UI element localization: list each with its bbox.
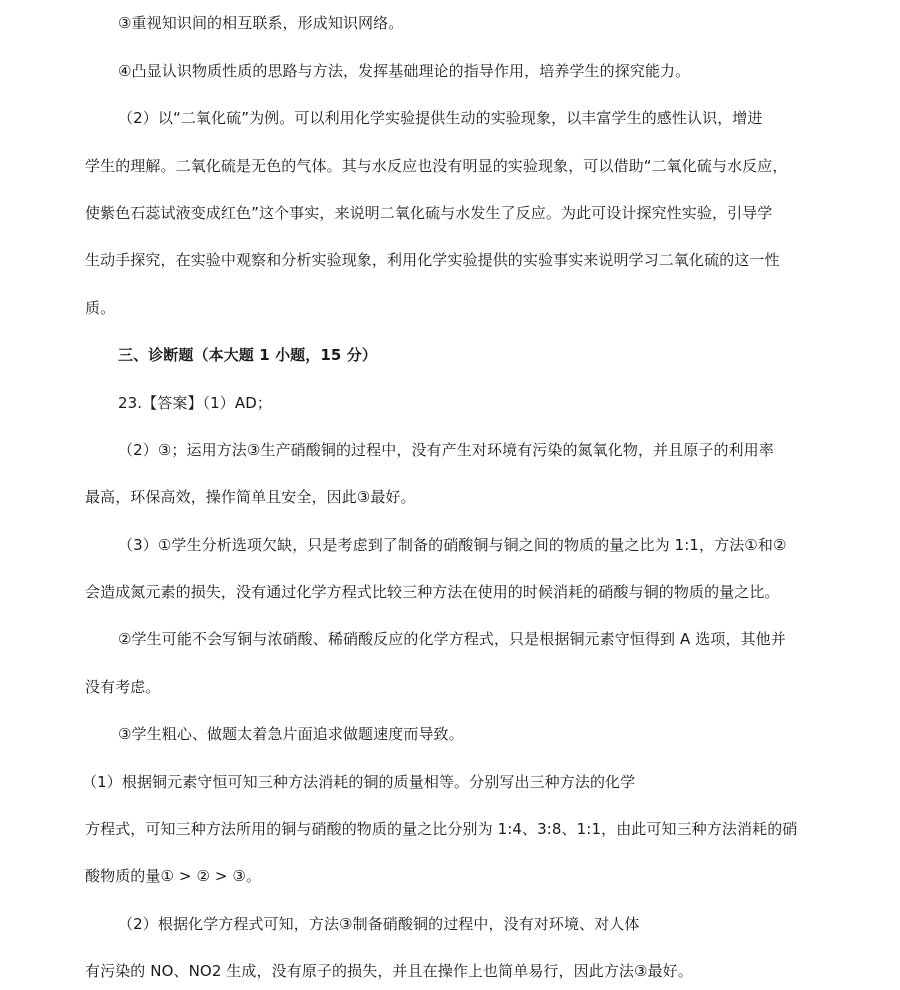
text-line: 学生的理解。二氧化硫是无色的气体。其与水反应也没有明显的实验现象，可以借助“二氧化硫与水反应， bbox=[85, 157, 788, 175]
text-line: 生动手探究，在实验中观察和分析实验现象，利用化学实验提供的实验事实来说明学习二氧化硫的这一性 bbox=[85, 251, 780, 269]
text-line: ③学生粗心、做题太着急片面追求做题速度而导致。 bbox=[118, 725, 464, 743]
section-heading: 三、诊断题（本大题 1 小题，15 分） bbox=[118, 346, 377, 364]
text-line: 有污染的 NO、NO2 生成，没有原子的损失，并且在操作上也简单易行，因此方法③最好。 bbox=[85, 962, 693, 980]
text-line: （2）③；运用方法③生产硝酸铜的过程中，没有产生对环境有污染的氮氧化物，并且原子的利用率 bbox=[118, 441, 774, 459]
text-line: （3）①学生分析选项欠缺，只是考虑到了制备的硝酸铜与铜之间的物质的量之比为 1:1，方法①和② bbox=[118, 536, 787, 554]
text-line: 方程式，可知三种方法所用的铜与硝酸的物质的量之比分别为 1:4、3:8、1:1，由此可知三种方法消耗的硝 bbox=[85, 820, 798, 838]
text-line: （1）根据铜元素守恒可知三种方法消耗的铜的质量相等。分别写出三种方法的化学 bbox=[82, 773, 636, 791]
text-line: ③重视知识间的相互联系，形成知识网络。 bbox=[118, 14, 404, 32]
text-line: ②学生可能不会写铜与浓硝酸、稀硝酸反应的化学方程式，只是根据铜元素守恒得到 A 选项，其他并 bbox=[118, 630, 786, 648]
text-line: 使紫色石蕊试液变成红色”这个事实，来说明二氧化硫与水发生了反应。为此可设计探究性实验，引导学 bbox=[85, 204, 773, 222]
text-line: ④凸显认识物质性质的思路与方法，发挥基础理论的指导作用，培养学生的探究能力。 bbox=[118, 62, 691, 80]
answer-line: 23.【答案】（1）AD； bbox=[118, 394, 273, 412]
text-line: 质。 bbox=[85, 299, 116, 317]
text-line: （2）根据化学方程式可知，方法③制备硝酸铜的过程中，没有对环境、对人体 bbox=[118, 915, 640, 933]
text-line: 最高，环保高效，操作简单且安全，因此③最好。 bbox=[85, 488, 416, 506]
text-line: 没有考虑。 bbox=[85, 678, 161, 696]
text-line: 酸物质的量① > ② > ③。 bbox=[85, 867, 262, 885]
text-line: 会造成氮元素的损失，没有通过化学方程式比较三种方法在使用的时候消耗的硝酸与铜的物质的量之比。 bbox=[85, 583, 780, 601]
text-line: （2）以“二氧化硫”为例。可以利用化学实验提供生动的实验现象，以丰富学生的感性认识，增进 bbox=[118, 109, 763, 127]
